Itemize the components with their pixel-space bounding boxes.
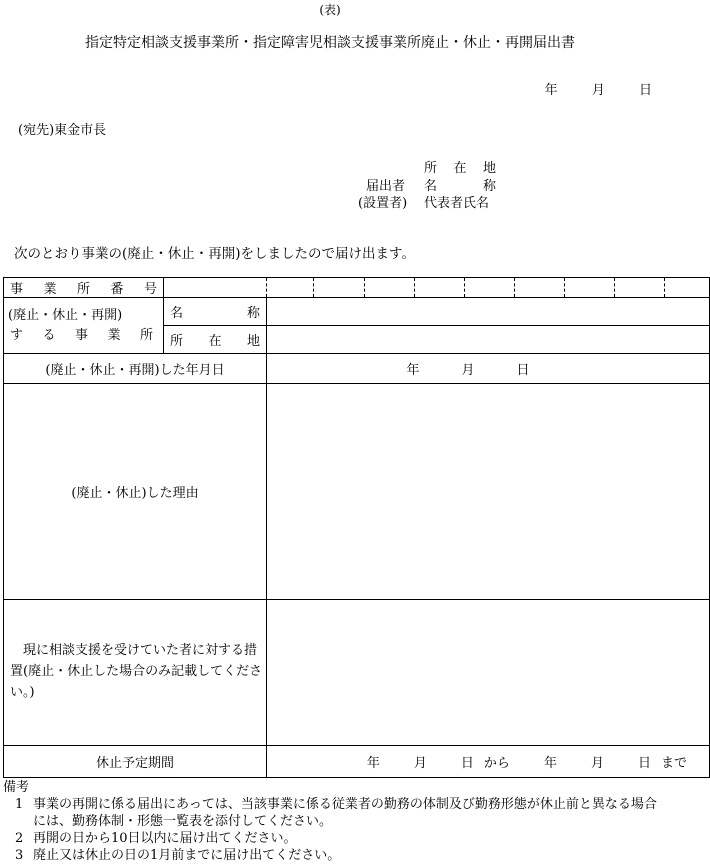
measures-field[interactable] (267, 600, 710, 746)
measures-label: 現に相談支援を受けていた者に対する措置(廃止・休止した場合のみ記載してください。) (4, 600, 267, 746)
addressee: (宛先)東金市長 (18, 123, 107, 138)
suspension-period-field[interactable]: 年 月 日 から 年 月 日 まで (267, 746, 710, 778)
office-number-digit[interactable] (365, 278, 415, 298)
office-number-label: 事 業 所 番 号 (4, 278, 164, 298)
action-date-row (4, 354, 710, 384)
office-address-label: 所 在 地 (164, 326, 267, 354)
office-number-digit[interactable] (665, 278, 710, 298)
notes-heading: 備考 (3, 780, 30, 795)
office-number-digit[interactable] (615, 278, 665, 298)
form-side-label: (表) (319, 3, 341, 17)
notification-form-table (3, 277, 710, 778)
reason-label: (廃止・休止)した理由 (4, 384, 267, 600)
action-date-label: (廃止・休止・再開)した年月日 (4, 354, 267, 384)
office-number-digit[interactable] (164, 278, 267, 298)
day-label: 日 (638, 83, 652, 98)
office-number-digit[interactable] (415, 278, 465, 298)
suspension-period-row (4, 746, 710, 778)
suspension-period-label: 休止予定期間 (4, 746, 267, 778)
action-date-field[interactable]: 年 月 日 (267, 354, 710, 384)
office-number-digit[interactable] (515, 278, 565, 298)
representative-label: 代表者氏名 (424, 196, 490, 211)
office-name-label: 名 称 (164, 298, 267, 326)
office-number-row (4, 278, 710, 298)
office-number-digit[interactable] (565, 278, 615, 298)
note-item: 2 再開の日から10日以内に届け出てください。 (15, 831, 297, 846)
month-label: 月 (591, 83, 605, 98)
year-label: 年 (544, 83, 558, 98)
reason-row (4, 384, 710, 600)
document-title: 指定特定相談支援事業所・指定障害児相談支援事業所廃止・休止・再開届出書 (85, 35, 575, 51)
note-item: 3 廃止又は休止の日の1月前までに届け出てください。 (15, 848, 341, 863)
office-address-field[interactable] (267, 326, 710, 354)
office-name-field[interactable] (267, 298, 710, 326)
measures-row (4, 600, 710, 746)
applicant-address-label: 所 在 地 (424, 161, 496, 176)
office-label: (廃止・休止・再開) す る 事 業 所 (4, 298, 164, 354)
note-item: 1 事業の再開に係る届出にあっては、当該事業に係る従業者の勤務の体制及び勤務形態が休止前と異なる場合には、勤務体制・形態一覧表を添付してください。 (15, 797, 657, 829)
intro-statement: 次のとおり事業の(廃止・休止・再開)をしましたので届け出ます。 (14, 246, 415, 262)
installer-prefix: (設置者) (358, 196, 408, 211)
office-name-row (4, 298, 710, 326)
applicant-name-label: 名 称 (424, 179, 496, 194)
notes-section (3, 779, 659, 864)
reason-field[interactable] (267, 384, 710, 600)
office-number-digit[interactable] (314, 278, 365, 298)
office-number-digit[interactable] (465, 278, 515, 298)
office-number-digit[interactable] (267, 278, 314, 298)
applicant-prefix: 届出者 (366, 179, 406, 194)
submission-date (515, 84, 652, 97)
